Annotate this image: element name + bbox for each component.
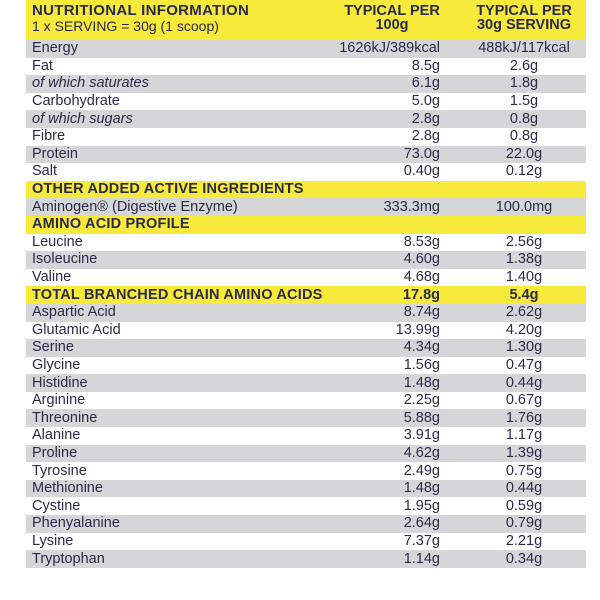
- nutrition-table: [26, 0, 586, 568]
- per100-heading-line2: 100g: [375, 17, 409, 33]
- nutrient-name: Tryptophan: [26, 550, 322, 568]
- value-per-100g: 2.8g: [322, 128, 462, 146]
- nutrient-name: Energy: [26, 40, 322, 58]
- value-per-serving: 2.56g: [462, 234, 586, 252]
- table-row: [26, 322, 586, 340]
- nutrient-name: Fibre: [26, 128, 322, 146]
- nutrient-name: Valine: [26, 269, 322, 287]
- bcaa-total-per-serving: 5.4g: [462, 286, 586, 304]
- value-per-100g: 333.3mg: [322, 198, 462, 216]
- value-per-100g: 8.53g: [322, 234, 462, 252]
- value-per-serving: 4.20g: [462, 322, 586, 340]
- value-per-serving: 1.39g: [462, 445, 586, 463]
- value-per-100g: 2.49g: [322, 462, 462, 480]
- table-row: [26, 462, 586, 480]
- value-per-100g: 1.48g: [322, 374, 462, 392]
- active-ingredients-heading: [26, 181, 586, 199]
- table-row: [26, 550, 586, 568]
- table-title: NUTRITIONAL INFORMATION: [32, 2, 250, 19]
- value-per-serving: 0.59g: [462, 497, 586, 515]
- value-per-100g: 4.60g: [322, 251, 462, 269]
- table-row: [26, 515, 586, 533]
- nutrient-name: Isoleucine: [26, 251, 322, 269]
- value-per-100g: 8.5g: [322, 58, 462, 76]
- value-per-serving: 1.38g: [462, 251, 586, 269]
- table-row: [26, 533, 586, 551]
- value-per-100g: 6.1g: [322, 75, 462, 93]
- nutrient-name: Glycine: [26, 357, 322, 375]
- value-per-100g: 4.68g: [322, 269, 462, 287]
- value-per-serving: 1.30g: [462, 339, 586, 357]
- table-row: [26, 234, 586, 252]
- value-per-100g: 3.91g: [322, 427, 462, 445]
- value-per-100g: 2.25g: [322, 392, 462, 410]
- table-row: [26, 357, 586, 375]
- table-row: [26, 163, 586, 181]
- nutrient-name: Arginine: [26, 392, 322, 410]
- value-per-100g: 1.95g: [322, 497, 462, 515]
- table-row: [26, 392, 586, 410]
- value-per-serving: 0.34g: [462, 550, 586, 568]
- value-per-100g: 2.64g: [322, 515, 462, 533]
- value-per-100g: 1626kJ/389kcal: [322, 40, 462, 58]
- perserving-heading-line2: 30g SERVING: [476, 17, 572, 33]
- value-per-100g: 8.74g: [322, 304, 462, 322]
- table-header: [26, 0, 586, 40]
- amino-acid-heading: [26, 216, 586, 234]
- value-per-100g: 4.34g: [322, 339, 462, 357]
- value-per-100g: 73.0g: [322, 146, 462, 164]
- nutrient-name: Protein: [26, 146, 322, 164]
- nutrient-name: Glutamic Acid: [26, 322, 322, 340]
- value-per-serving: 2.62g: [462, 304, 586, 322]
- table-row: [26, 409, 586, 427]
- bcaa-total-label: TOTAL BRANCHED CHAIN AMINO ACIDS: [26, 286, 322, 304]
- value-per-serving: 1.5g: [462, 93, 586, 111]
- nutrient-name: of which sugars: [26, 110, 322, 128]
- nutrient-name: Fat: [26, 58, 322, 76]
- nutrient-name: Aspartic Acid: [26, 304, 322, 322]
- nutrient-name: Salt: [26, 163, 322, 181]
- perserving-heading-line1: TYPICAL PER: [476, 3, 572, 19]
- amino-acid-heading-label: AMINO ACID PROFILE: [26, 216, 586, 234]
- table-row: [26, 427, 586, 445]
- per100-heading-line1: TYPICAL PER: [344, 3, 440, 19]
- table-row: [26, 40, 586, 58]
- nutrient-name: Alanine: [26, 427, 322, 445]
- value-per-100g: 2.8g: [322, 110, 462, 128]
- bcaa-total-per-100g: 17.8g: [322, 286, 462, 304]
- value-per-serving: 0.8g: [462, 110, 586, 128]
- value-per-100g: 5.0g: [322, 93, 462, 111]
- value-per-100g: 1.48g: [322, 480, 462, 498]
- nutrient-name: Leucine: [26, 234, 322, 252]
- value-per-serving: 0.67g: [462, 392, 586, 410]
- header-title-cell: [26, 0, 322, 40]
- value-per-100g: 0.40g: [322, 163, 462, 181]
- value-per-serving: 2.21g: [462, 533, 586, 551]
- value-per-serving: 2.6g: [462, 58, 586, 76]
- nutrient-name: Proline: [26, 445, 322, 463]
- nutrition-panel: [26, 0, 586, 600]
- table-row: [26, 146, 586, 164]
- table-row: [26, 128, 586, 146]
- active-ingredients-heading-label: OTHER ADDED ACTIVE INGREDIENTS: [26, 181, 586, 199]
- nutrient-name: Tyrosine: [26, 462, 322, 480]
- value-per-serving: 0.79g: [462, 515, 586, 533]
- nutrient-name: Methionine: [26, 480, 322, 498]
- nutrient-name: Cystine: [26, 497, 322, 515]
- value-per-serving: 1.76g: [462, 409, 586, 427]
- header-col-per100: [322, 0, 462, 40]
- value-per-100g: 13.99g: [322, 322, 462, 340]
- table-row: [26, 339, 586, 357]
- table-row: [26, 445, 586, 463]
- value-per-100g: 1.56g: [322, 357, 462, 375]
- value-per-serving: 0.44g: [462, 480, 586, 498]
- header-col-perserving: [462, 0, 586, 40]
- table-row: [26, 251, 586, 269]
- table-row: [26, 480, 586, 498]
- value-per-serving: 0.8g: [462, 128, 586, 146]
- value-per-100g: 5.88g: [322, 409, 462, 427]
- nutrient-name: Aminogen® (Digestive Enzyme): [26, 198, 322, 216]
- value-per-100g: 4.62g: [322, 445, 462, 463]
- table-row: [26, 93, 586, 111]
- value-per-100g: 1.14g: [322, 550, 462, 568]
- table-row: [26, 58, 586, 76]
- table-row: [26, 75, 586, 93]
- table-row: [26, 497, 586, 515]
- nutrient-name: Lysine: [26, 533, 322, 551]
- serving-size: 1 x SERVING = 30g (1 scoop): [32, 18, 219, 34]
- value-per-100g: 7.37g: [322, 533, 462, 551]
- nutrient-name: Threonine: [26, 409, 322, 427]
- value-per-serving: 1.40g: [462, 269, 586, 287]
- bcaa-total-row: [26, 286, 586, 304]
- nutrient-name: Phenyalanine: [26, 515, 322, 533]
- table-row: [26, 374, 586, 392]
- table-row: [26, 304, 586, 322]
- table-row: [26, 198, 586, 216]
- nutrient-name: Histidine: [26, 374, 322, 392]
- nutrient-name: of which saturates: [26, 75, 322, 93]
- value-per-serving: 488kJ/117kcal: [462, 40, 586, 58]
- table-row: [26, 110, 586, 128]
- value-per-serving: 0.44g: [462, 374, 586, 392]
- table-row: [26, 269, 586, 287]
- value-per-serving: 100.0mg: [462, 198, 586, 216]
- value-per-serving: 1.8g: [462, 75, 586, 93]
- nutrient-name: Serine: [26, 339, 322, 357]
- value-per-serving: 22.0g: [462, 146, 586, 164]
- value-per-serving: 0.12g: [462, 163, 586, 181]
- value-per-serving: 0.47g: [462, 357, 586, 375]
- nutrient-name: Carbohydrate: [26, 93, 322, 111]
- value-per-serving: 1.17g: [462, 427, 586, 445]
- value-per-serving: 0.75g: [462, 462, 586, 480]
